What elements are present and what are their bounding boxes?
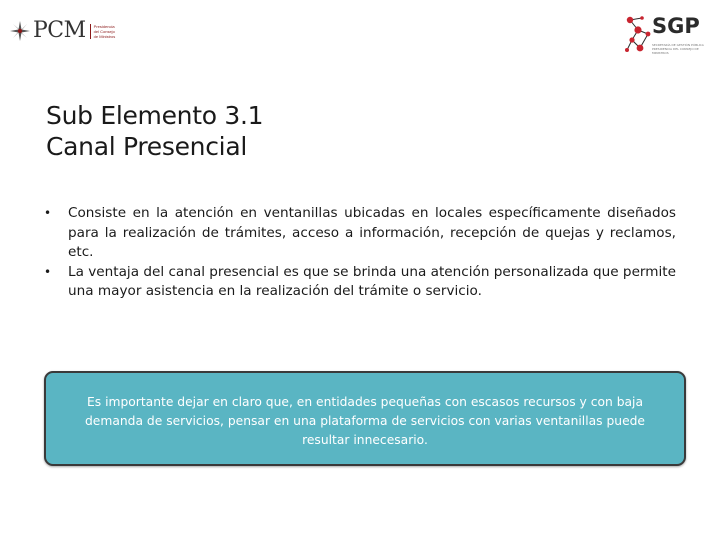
bullet-marker: • xyxy=(44,264,52,279)
pcm-subtitle-line: de Ministros xyxy=(93,33,116,39)
slide-subtitle-line: Canal Presencial xyxy=(46,132,247,161)
sgp-tagline-line: PRESIDENCIA DEL CONSEJO DE MINISTROS xyxy=(652,47,699,55)
pcm-logo-subtitle xyxy=(90,24,116,39)
slide-title-line: Sub Elemento 3.1 xyxy=(46,101,264,130)
sgp-logo xyxy=(624,14,708,58)
bullet-marker: • xyxy=(44,206,52,220)
pcm-logo xyxy=(10,14,115,48)
bullet-text: La ventaja del canal presencial es que se brinda una atención personalizada que permite una mayor asistencia en la realización del trámite o servicio. xyxy=(68,263,676,299)
sgp-logo-tagline xyxy=(652,43,708,55)
bullet-item xyxy=(44,263,676,302)
sgp-network-icon xyxy=(624,14,654,56)
pcm-logo-text: PCM xyxy=(33,18,86,43)
pcm-subtitle-line: Presidencia xyxy=(93,23,115,29)
callout-box xyxy=(44,371,686,466)
bullet-item xyxy=(44,204,676,263)
pcm-subtitle-line: del Consejo xyxy=(93,28,115,34)
bullet-text: Consiste en la atención en ventanillas ubicadas en locales específicamente diseñados para la realización de trámites, acceso a información, recepción de quejas y reclamos, etc. xyxy=(68,205,676,260)
pcm-star-emblem-icon xyxy=(10,21,30,41)
bullet-list xyxy=(44,204,676,302)
callout-text: Es importante dejar en claro que, en entidades pequeñas con escasos recursos y con baja demanda de servicios, pensar en una plataforma de servicios con varias ventanillas puede resultar innecesario. xyxy=(84,395,646,447)
sgp-logo-text: SGP xyxy=(652,14,700,38)
slide-title xyxy=(46,100,263,162)
sgp-tagline-line: SECRETARÍA DE GESTIÓN PÚBLICA xyxy=(652,43,704,47)
